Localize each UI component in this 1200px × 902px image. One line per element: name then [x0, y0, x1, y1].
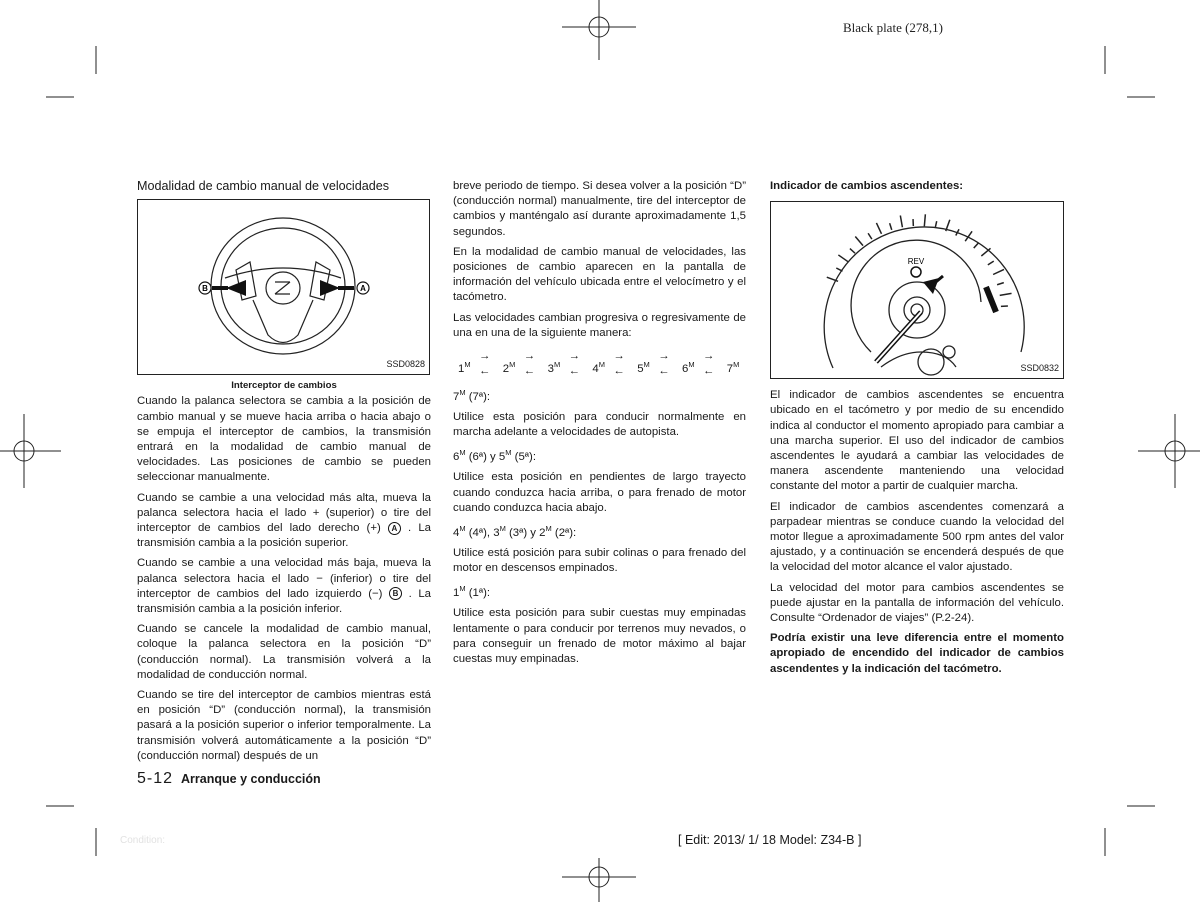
tick-mark	[850, 249, 855, 254]
gear-1: $1^M$	[458, 360, 471, 375]
callout-a: A	[360, 284, 366, 294]
tachometer-figure	[770, 201, 1064, 379]
paragraph: En la modalidad de cambio manual de velocidades, las posiciones de cambio aparecen en la pantalla de información del vehículo ubicada entre el velocímetro y el tacómetro.	[453, 245, 746, 304]
paragraph: Utilice esta posición para conducir normalmente en marcha adelante a velocidades de autopista.	[453, 411, 746, 439]
arrow-down-icon: ←	[613, 365, 625, 378]
tick-mark	[993, 270, 1004, 275]
figure-code: SSD0828	[386, 359, 425, 369]
section-title: Modalidad de cambio manual de velocidades	[137, 179, 390, 193]
arrow-up-icon: →	[658, 350, 670, 363]
tick-mark	[935, 221, 937, 228]
paragraph: Cuando se tire del interceptor de cambios mientras está en posición “D” (conducción normal), la transmisión pasará a la posición superior o inferior temporalmente. La transmisión volverá automáticamente a la posición “D” (conducción normal) después de un	[137, 689, 431, 762]
section-heading: Indicador de cambios ascendentes:	[770, 180, 964, 192]
arrow-up-icon: →	[479, 350, 491, 363]
tachometer-illustration	[771, 202, 1063, 378]
figure-caption: Interceptor de cambios	[231, 380, 337, 392]
arrow-up-icon: →	[568, 350, 580, 363]
paragraph: breve periodo de tiempo. Si desea volver a la posición “D” (conducción normal) manualmente, tire del interceptor de cambios y manténgalo así durante aproximadamente 1,5 segundos.	[453, 180, 746, 238]
gear-heading: $4^M$ (4ª), $3^M$ (3ª) y $2^M$ (2ª):	[453, 524, 577, 539]
tick-mark	[890, 223, 892, 230]
gear-heading: $6^M$ (6ª) y $5^M$ (5ª):	[453, 448, 536, 464]
page-footer	[137, 770, 321, 788]
section-name: Arranque y conducción	[181, 772, 321, 786]
paragraph: Cuando se cambie a una velocidad más baja, mueva la palanca selectora hacia el lado − (inferior) o tire del interceptor de cambios del lado izquierdo (−) B . La transmisión cambia a la posición inferior.	[137, 557, 431, 616]
edit-info: [ Edit: 2013/ 1/ 18 Model: Z34-B ]	[678, 833, 862, 847]
arrow-down-icon: ←	[479, 365, 491, 378]
column-left	[137, 179, 431, 769]
callout-b-inline: B	[389, 587, 402, 600]
paragraph: Utilice está posición para subir colinas o para frenado del motor en descensos empinados.	[453, 547, 746, 575]
arrow-down-icon: ←	[568, 365, 580, 378]
plate-label: Black plate (278,1)	[843, 20, 943, 35]
paragraph: La velocidad del motor para cambios ascendentes se puede ajustar en la pantalla de información del vehículo. Consulte “Ordenador de viajes” (P.2-24).	[770, 581, 1064, 625]
steering-wheel-illustration	[138, 200, 429, 374]
gear-2: $2^M$	[502, 360, 516, 375]
gear-heading: $7^M$ (7ª):	[453, 388, 491, 403]
figure-code: SSD0832	[1020, 363, 1059, 373]
arrow-down-icon: ←	[658, 365, 670, 378]
tick-mark	[1000, 294, 1012, 296]
gear-5: $5^M$	[637, 360, 650, 375]
tick-mark	[876, 223, 881, 234]
tick-mark	[997, 283, 1004, 285]
paragraph: Utilice esta posición en pendientes de largo trayecto cuando conduzca hacia arriba, o para frenado de motor cuando conduzca hacia abajo.	[453, 471, 746, 514]
gear-3: $3^M$	[547, 360, 561, 375]
tick-mark	[924, 215, 925, 227]
paragraph: El indicador de cambios ascendentes comenzará a parpadear mientras se conduce cuando la velocidad del motor llegue a aproximadamente 500 rpm antes del valor ajustado, y a continuación se encenderá después de que la velocidad del motor alcance el valor ajustado.	[770, 500, 1064, 574]
tick-mark	[974, 243, 979, 248]
paragraph: Las velocidades cambian progresiva o regresivamente de una en una de la siguiente manera:	[453, 311, 746, 339]
paragraph: Cuando la palanca selectora se cambia a la posición de cambio manual y se mueve hacia arriba o hacia abajo o se empuja el interceptor de cambios, la transmisión entrará en la modalidad de cambio manual de velocidades. Las posiciones de cambio se pueden seleccionar manualmente.	[137, 395, 431, 484]
tick-mark	[868, 233, 872, 239]
gear-4: $4^M$	[592, 360, 605, 375]
steering-wheel-figure	[137, 199, 430, 375]
gear-7: $7^M$	[726, 360, 740, 375]
tick-mark	[981, 248, 990, 256]
condition-label: Condition:	[120, 835, 166, 846]
arrow-down-icon: ←	[523, 365, 536, 378]
callout-b: B	[202, 284, 208, 294]
gear-6: $6^M$	[682, 360, 695, 375]
paragraph: Cuando se cambie a una velocidad más alta, mueva la palanca selectora hacia el lado + (superior) o tire del interceptor de cambios del lado derecho (+) A . La transmisión cambia a la posición superior.	[137, 491, 431, 550]
column-middle	[453, 179, 746, 672]
notice-paragraph: Podría existir una leve diferencia entre el momento apropiado de encendido del indicador de cambios ascendentes y la indicación del tacómetro.	[770, 632, 1064, 675]
tick-mark	[900, 216, 902, 228]
paragraph: El indicador de cambios ascendentes se encuentra ubicado en el tacómetro y por medio de su encendido indica al conductor el momento apropiado para cambiar a una marcha superior. El uso del indicador de cambios ascendentes le ayudará a cambiar las velocidades de manera ascendente manteniendo una velocidad constante del motor a partir de cualquier marcha.	[770, 389, 1064, 493]
arrow-up-icon: →	[523, 350, 536, 363]
rev-label: REV	[907, 257, 925, 267]
callout-a-inline: A	[388, 522, 401, 535]
tick-mark	[838, 255, 848, 262]
page-number: 5-12	[137, 770, 174, 787]
column-right	[770, 179, 1064, 682]
paragraph: Cuando se cancele la modalidad de cambio manual, coloque la palanca selectora en la posición “D” (conducción normal). La transmisión volverá a la modalidad de conducción normal.	[137, 623, 431, 681]
arrow-down-icon: ←	[703, 365, 715, 378]
gear-heading: $1^M$ (1ª):	[453, 584, 491, 600]
arrow-up-icon: →	[703, 350, 715, 363]
paragraph: Utilice esta posición para subir cuestas muy empinadas lentamente o para conducir por terrenos muy nevados, o para conseguir un frenado de motor máximo al bajar cuestas muy empinadas.	[453, 607, 746, 666]
gear-sequence	[453, 349, 746, 379]
arrow-up-icon: →	[613, 350, 625, 363]
tick-mark	[988, 261, 994, 265]
tick-mark	[855, 237, 863, 246]
